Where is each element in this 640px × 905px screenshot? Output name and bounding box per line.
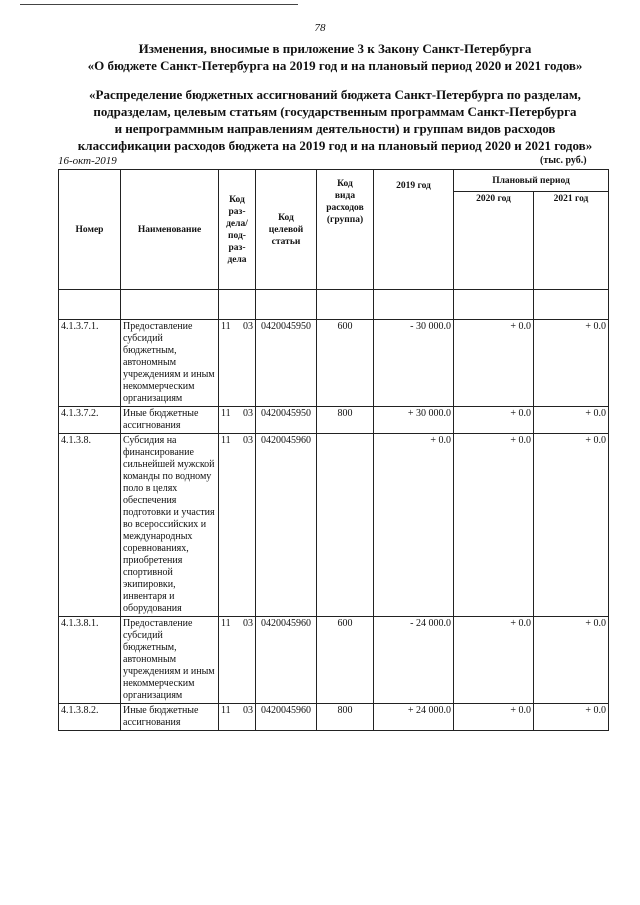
row-section-code: 11 [221,408,231,419]
header-kind-line: Код [337,179,353,189]
row-number: 4.1.3.8.1. [59,617,121,704]
table-row [59,407,609,434]
row-2020: + 0.0 [454,704,534,731]
header-section-line: под- [228,230,246,241]
header-planned-period: Плановый период [454,170,609,192]
row-kind [317,434,374,617]
row-2019: - 24 000.0 [374,617,454,704]
row-section [219,704,256,731]
row-subsection-code: 03 [243,408,253,419]
row-2019: - 30 000.0 [374,320,454,407]
header-number: Номер [59,170,121,290]
header-target-line: целевой [268,224,304,235]
row-2021: + 0.0 [534,617,609,704]
row-number: 4.1.3.8. [59,434,121,617]
row-target: 0420045950 [256,320,317,407]
row-section [219,617,256,704]
subtitle-line-2: подразделам, целевым статьям (государственным программам Санкт-Петербурга [93,104,577,119]
table-row [59,704,609,731]
header-2020: 2020 год [454,192,534,290]
spacer-row [59,290,609,320]
row-kind: 800 [317,704,374,731]
row-2019: + 24 000.0 [374,704,454,731]
header-2021: 2021 год [534,192,609,290]
header-section [219,170,256,290]
row-2019: + 0.0 [374,434,454,617]
header-name: Наименование [121,170,219,290]
row-2020: + 0.0 [454,320,534,407]
row-section [219,407,256,434]
document-title [30,40,640,74]
row-subsection-code: 03 [243,618,253,629]
header-section-line: дела/ [226,218,248,229]
subtitle-line-1: «Распределение бюджетных ассигнований бюджета Санкт-Петербурга по разделам, [89,87,581,102]
header-section-line: дела [227,254,247,265]
row-number: 4.1.3.7.1. [59,320,121,407]
header-section-line: раз- [228,206,246,217]
row-name: Предоставление субсидий бюджетным, автономным учреждениям и иным некоммерческим организациям [121,617,219,704]
row-name: Иные бюджетные ассигнования [121,407,219,434]
table-row [59,617,609,704]
row-section-code: 11 [221,321,231,332]
budget-table [58,169,609,731]
header-kind [317,170,374,290]
table-row [59,434,609,617]
row-name: Иные бюджетные ассигнования [121,704,219,731]
row-2020: + 0.0 [454,617,534,704]
row-target: 0420045960 [256,617,317,704]
row-target: 0420045960 [256,434,317,617]
header-kind-line: расходов [326,203,364,213]
units-label: (тыс. руб.) [540,155,587,166]
header-kind-line: вида [334,191,356,201]
row-2020: + 0.0 [454,407,534,434]
row-2021: + 0.0 [534,434,609,617]
row-2019: + 30 000.0 [374,407,454,434]
row-2020: + 0.0 [454,434,534,617]
document-subtitle [30,86,640,154]
row-2021: + 0.0 [534,320,609,407]
row-number: 4.1.3.7.2. [59,407,121,434]
row-subsection-code: 03 [243,321,253,332]
header-2019: 2019 год [374,170,454,290]
row-subsection-code: 03 [243,705,253,716]
row-subsection-code: 03 [243,435,253,446]
row-kind: 600 [317,320,374,407]
header-target [256,170,317,290]
row-number: 4.1.3.8.2. [59,704,121,731]
header-kind-line: (группа) [326,215,364,225]
row-name: Предоставление субсидий бюджетным, автономным учреждениям и иным некоммерческим организациям [121,320,219,407]
row-section [219,320,256,407]
subtitle-line-3: и непрограммным направлениям деятельности) и группам видов расходов [114,121,556,136]
row-name: Субсидия на финансирование сильнейшей мужской команды по водному поло в целях обеспечения подготовки и участия во всероссийских и международных соревнованиях, приобретения спортивной экипировки, инвентаря и оборудования [121,434,219,617]
header-section-line: раз- [228,242,246,253]
header-section-line: Код [229,194,245,205]
row-target: 0420045950 [256,407,317,434]
title-line-2: «О бюджете Санкт-Петербурга на 2019 год и на плановый период 2020 и 2021 годов» [87,58,583,73]
header-target-line: Код [278,212,294,223]
row-target: 0420045960 [256,704,317,731]
row-section-code: 11 [221,618,231,629]
row-section [219,434,256,617]
row-kind: 800 [317,407,374,434]
row-2021: + 0.0 [534,704,609,731]
page-number: 78 [314,22,326,34]
row-section-code: 11 [221,705,231,716]
table-row [59,320,609,407]
row-kind: 600 [317,617,374,704]
header-target-line: статьи [271,236,301,247]
row-2021: + 0.0 [534,407,609,434]
document-date: 16-окт-2019 [58,155,117,167]
subtitle-line-4: классификации расходов бюджета на 2019 год и на плановый период 2020 и 2021 годов» [77,138,593,153]
top-rule [20,4,298,5]
row-section-code: 11 [221,435,231,446]
title-line-1: Изменения, вносимые в приложение 3 к Закону Санкт-Петербурга [138,41,532,56]
